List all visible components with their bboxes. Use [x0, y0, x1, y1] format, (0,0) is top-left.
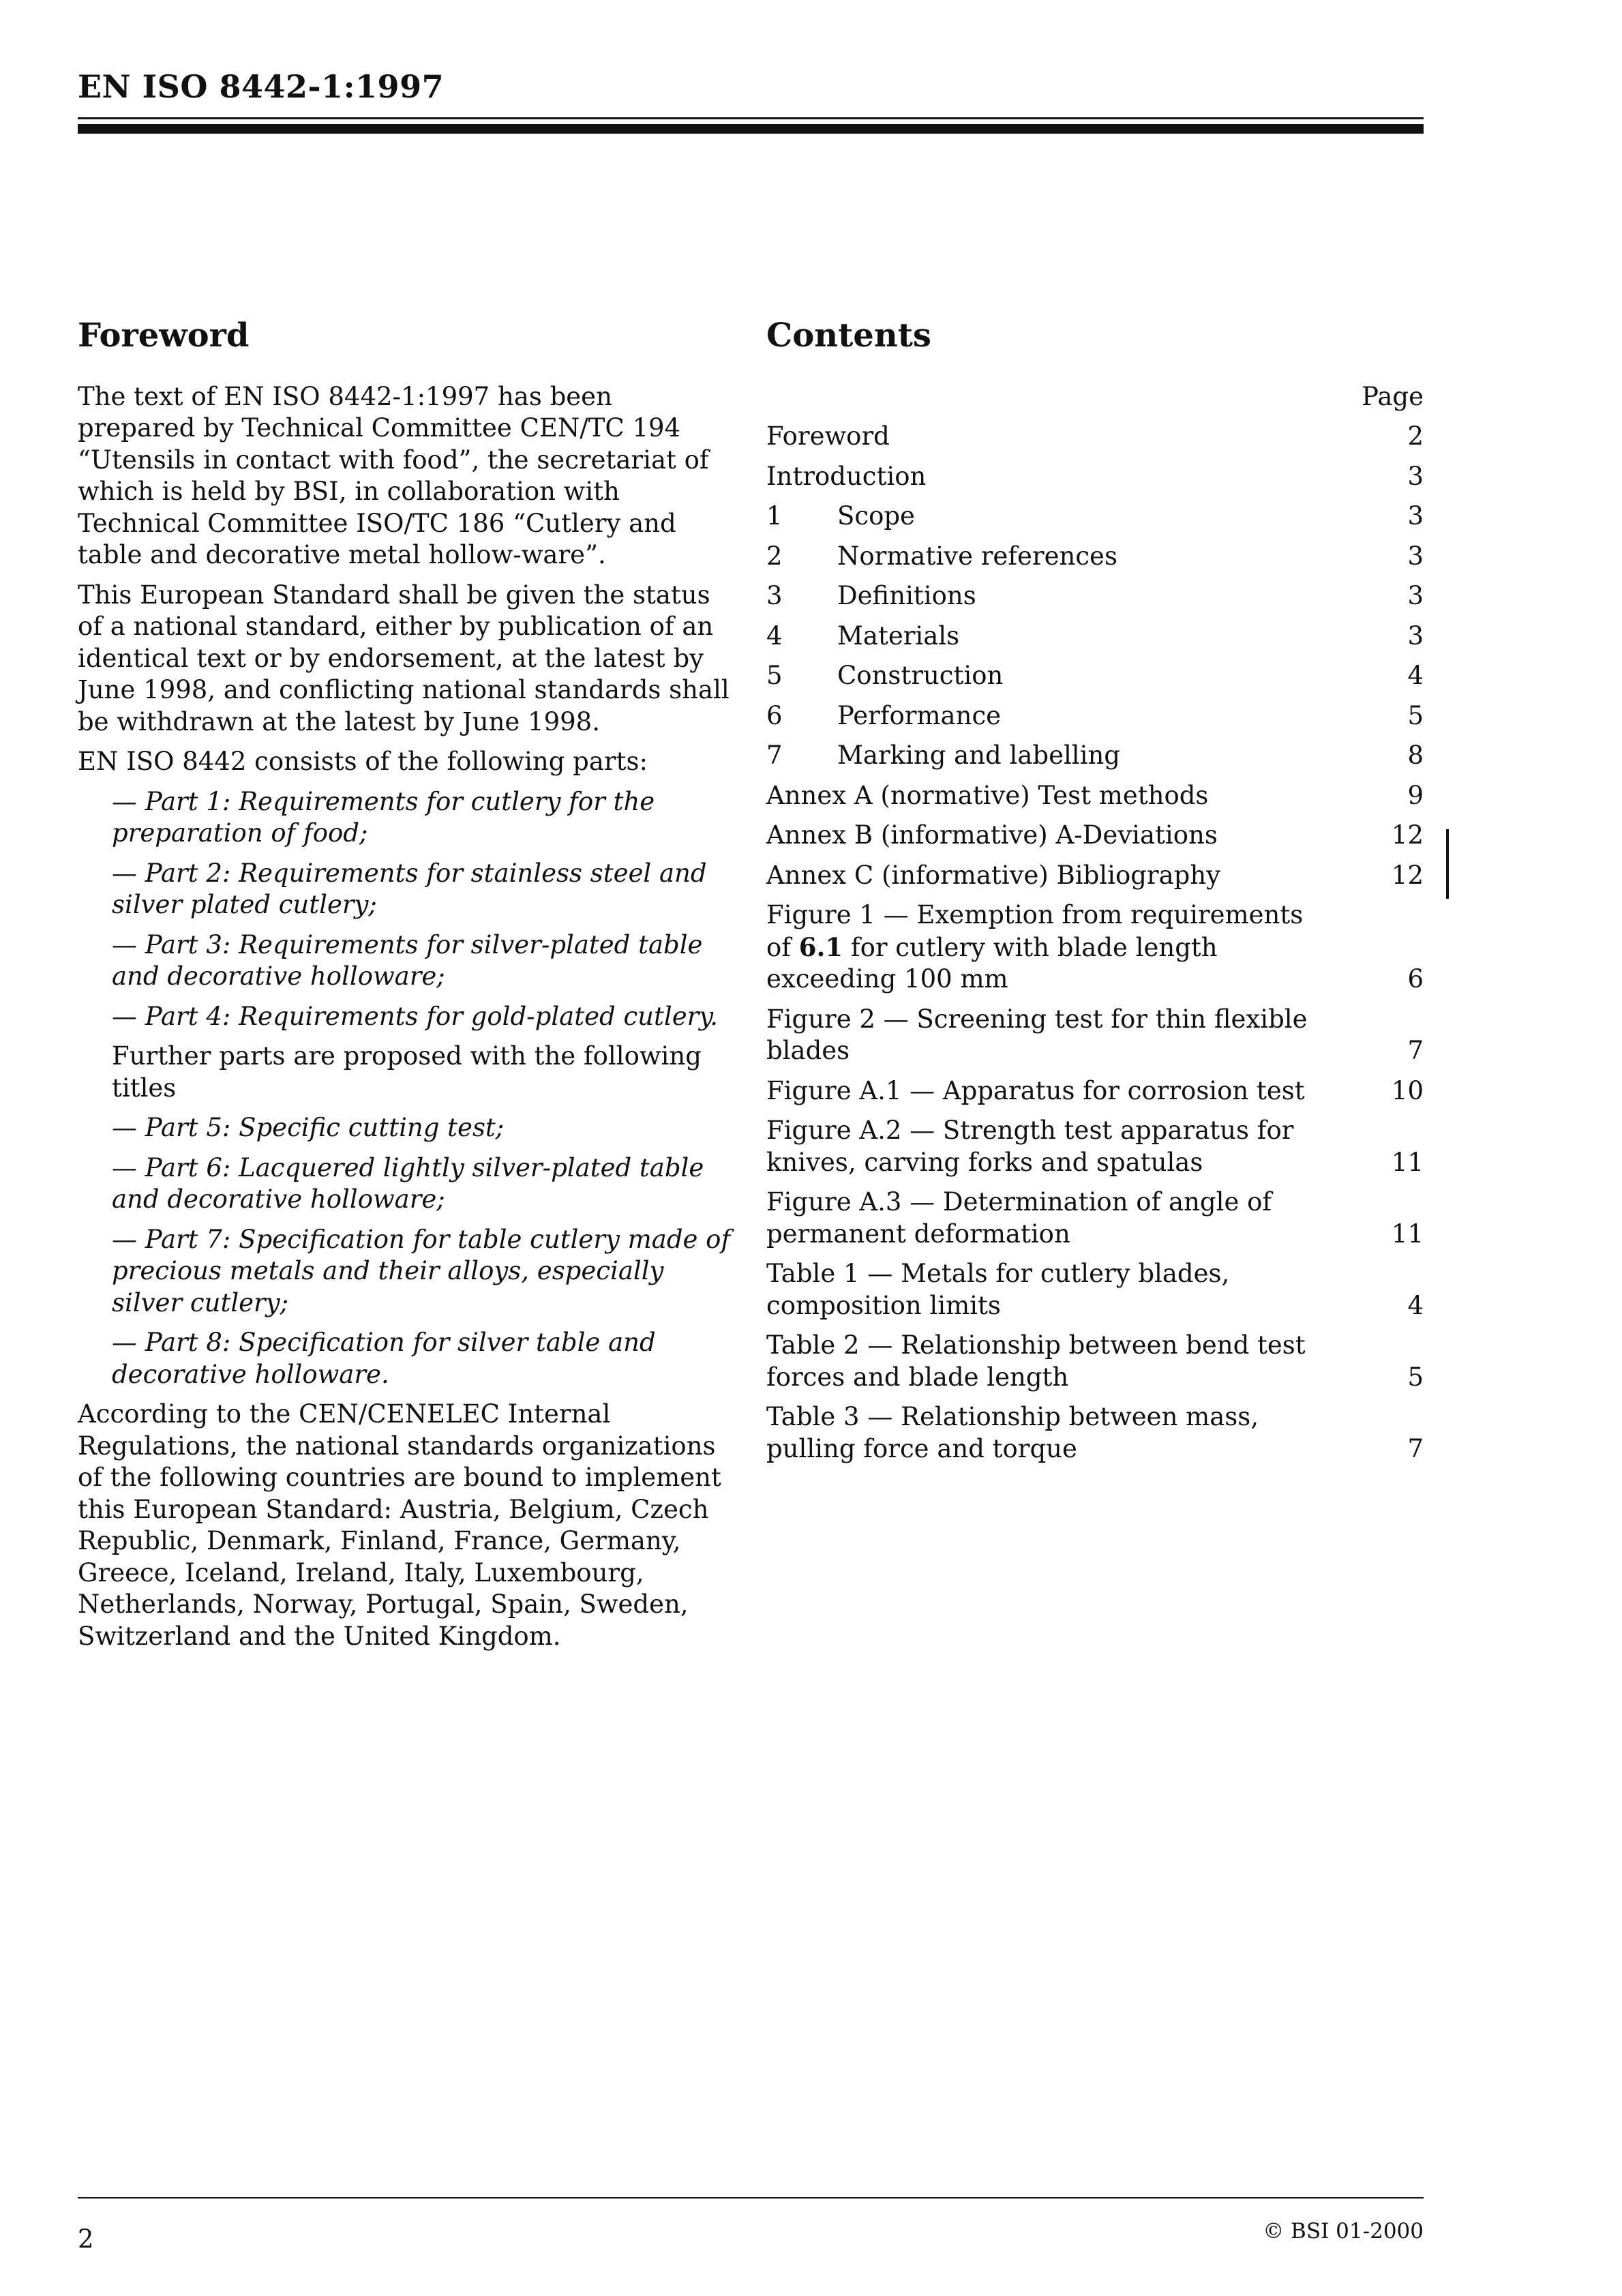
toc-entry-number: 3 [766, 581, 783, 611]
toc-entry-number: 4 [766, 621, 783, 651]
toc-entry-table[interactable] [766, 1258, 1424, 1322]
toc-entry-page: 5 [1407, 700, 1424, 730]
toc-entry-page: 3 [1407, 541, 1424, 571]
toc-entry-page: 4 [1407, 1290, 1424, 1320]
contents-heading: Contents [766, 316, 931, 355]
page-number: 2 [78, 2224, 94, 2254]
toc-entry-page: 7 [1407, 1036, 1424, 1066]
toc-entry-number: 5 [766, 661, 783, 691]
toc-entry-page: 3 [1407, 581, 1424, 611]
toc-entry-page: 7 [1407, 1433, 1424, 1463]
toc-entry-title: Annex A (normative) Test methods [766, 780, 1209, 810]
toc-entry[interactable] [766, 501, 1424, 533]
toc-entry-page: 9 [1407, 780, 1424, 810]
toc-entry-page: 12 [1391, 820, 1424, 850]
toc-entry-title: Introduction [766, 461, 927, 491]
toc-entry-page: 11 [1391, 1147, 1424, 1177]
further-parts-text: Further parts are proposed with the following titles [112, 1041, 702, 1103]
toc-entry-title: Figure A.3 — Determination of angle of permanent deformation [766, 1187, 1272, 1249]
toc-entry-title: Table 3 — Relationship between mass, pulling force and torque [766, 1402, 1259, 1463]
toc-entry-title: Normative references [837, 541, 1117, 571]
toc-entry-page: 2 [1407, 421, 1424, 451]
toc-entry-figure[interactable] [766, 1187, 1424, 1250]
proposed-part-item: — Part 7: Specification for table cutlery made of precious metals and their alloys, especially silver cutlery; [112, 1224, 731, 1317]
foreword-section [78, 318, 732, 1660]
revision-change-bar [1446, 829, 1449, 899]
toc-entry-number: 7 [766, 741, 783, 771]
footer-rule [78, 2197, 1424, 2198]
part-item: — Part 2: Requirements for stainless steel and silver plated cutlery; [112, 858, 707, 920]
toc-entry[interactable] [766, 660, 1424, 692]
toc-entry[interactable] [766, 860, 1424, 892]
part-item: — Part 1: Requirements for cutlery for the preparation of food; [112, 786, 655, 848]
toc-entry[interactable] [766, 621, 1424, 653]
toc-entry-title: Definitions [837, 581, 976, 611]
toc-entry-page: 4 [1407, 661, 1424, 691]
toc-entry-figure[interactable] [766, 899, 1424, 996]
proposed-part-item: — Part 8: Specification for silver table and decorative holloware. [112, 1328, 656, 1389]
foreword-paragraph-2: This European Standard shall be given the status of a national standard, either by publication of an identical text or by endorsement, at the latest by June 1998, and conflicting national standards shall be withdrawn at the latest by June 1998. [78, 580, 730, 736]
toc-entry-title: Table 1 — Metals for cutlery blades, composition limits [766, 1259, 1230, 1320]
document-code: EN ISO 8442-1:1997 [78, 68, 445, 105]
toc-entry-page: 5 [1407, 1362, 1424, 1392]
clause-reference: 6.1 [798, 931, 843, 962]
toc-entry-title: Materials [837, 621, 960, 651]
toc-entry-page: 10 [1391, 1075, 1424, 1105]
toc-entry-title: Foreword [766, 421, 890, 451]
foreword-paragraph-4: According to the CEN/CENELEC Internal Regulations, the national standards organizations of the following countries are bound to implement this European Standard: Austria, Belgium, Czech Republic, Denmark, Finland, France, Germany, Greece, Iceland, Ireland, Italy, Luxembourg, Netherlands, Norway, Portugal, Spain, Sweden, Switzerland and the United Kingdom. [78, 1399, 721, 1651]
foreword-paragraph-3: EN ISO 8442 consists of the following parts: [78, 747, 648, 777]
toc-entry-figure[interactable] [766, 1004, 1424, 1067]
foreword-paragraph-1: The text of EN ISO 8442-1:1997 has been prepared by Technical Committee CEN/TC 194 “Utensils in contact with food”, the secretariat of which is held by BSI, in collaboration with Technical Committee ISO/TC 186 “Cutlery and table and decorative metal hollow-ware”. [78, 381, 709, 570]
toc-entry-title: Marking and labelling [837, 741, 1120, 771]
foreword-heading: Foreword [78, 316, 250, 355]
copyright-notice: © BSI 01-2000 [1263, 2219, 1424, 2243]
toc-entry[interactable] [766, 541, 1424, 573]
part-item: — Part 4: Requirements for gold-plated cutlery. [112, 1001, 719, 1031]
toc-entry-page: 6 [1407, 964, 1424, 994]
toc-entry-title: Scope [837, 501, 915, 531]
toc-entry-page: 8 [1407, 741, 1424, 771]
toc-entry-title: Performance [837, 700, 1002, 730]
toc-entry-title: Figure 2 — Screening test for thin flexible blades [766, 1004, 1308, 1066]
toc-entry[interactable] [766, 820, 1424, 852]
toc-entry-title: Construction [837, 661, 1004, 691]
toc-entry[interactable] [766, 740, 1424, 772]
toc-entry-page: 3 [1407, 621, 1424, 651]
toc-entry-title: Figure A.2 — Strength test apparatus for knives, carving forks and spatulas [766, 1116, 1294, 1177]
proposed-part-item: — Part 5: Specific cutting test; [112, 1113, 505, 1143]
toc-entry[interactable] [766, 421, 1424, 453]
toc-entry-table[interactable] [766, 1401, 1424, 1465]
contents-section [766, 318, 1424, 1473]
page-column-label: Page [1362, 381, 1424, 411]
toc-entry-page: 11 [1391, 1219, 1424, 1249]
header-rule-thin [78, 117, 1424, 119]
toc-entry-figure[interactable] [766, 1115, 1424, 1178]
toc-entry-number: 6 [766, 700, 783, 730]
toc-entry-table[interactable] [766, 1330, 1424, 1393]
toc-entry[interactable] [766, 700, 1424, 732]
toc-entry-page: 3 [1407, 461, 1424, 491]
toc-entry[interactable] [766, 461, 1424, 493]
toc-entry-number: 2 [766, 541, 783, 571]
toc-entry-title: Annex C (informative) Bibliography [766, 860, 1221, 890]
header-rule-thick [78, 124, 1424, 134]
part-item: — Part 3: Requirements for silver-plated table and decorative holloware; [112, 929, 703, 992]
toc-entry-title: Figure 1 — Exemption from requirements of [766, 900, 1304, 962]
toc-entry-figure[interactable] [766, 1075, 1424, 1107]
toc-entry[interactable] [766, 780, 1424, 812]
toc-entry[interactable] [766, 580, 1424, 612]
toc-entry-title: Table 2 — Relationship between bend test forces and blade length [766, 1330, 1306, 1392]
proposed-part-item: — Part 6: Lacquered lightly silver-plated table and decorative holloware; [112, 1152, 704, 1214]
toc-entry-title: Annex B (informative) A-Deviations [766, 820, 1218, 850]
toc-entry-number: 1 [766, 501, 783, 531]
toc-entry-title: for cutlery with blade length exceeding 100 mm [766, 932, 1218, 994]
toc-entry-page: 12 [1391, 860, 1424, 890]
toc-entry-page: 3 [1407, 501, 1424, 531]
toc-entry-title: Figure A.1 — Apparatus for corrosion test [766, 1075, 1305, 1105]
